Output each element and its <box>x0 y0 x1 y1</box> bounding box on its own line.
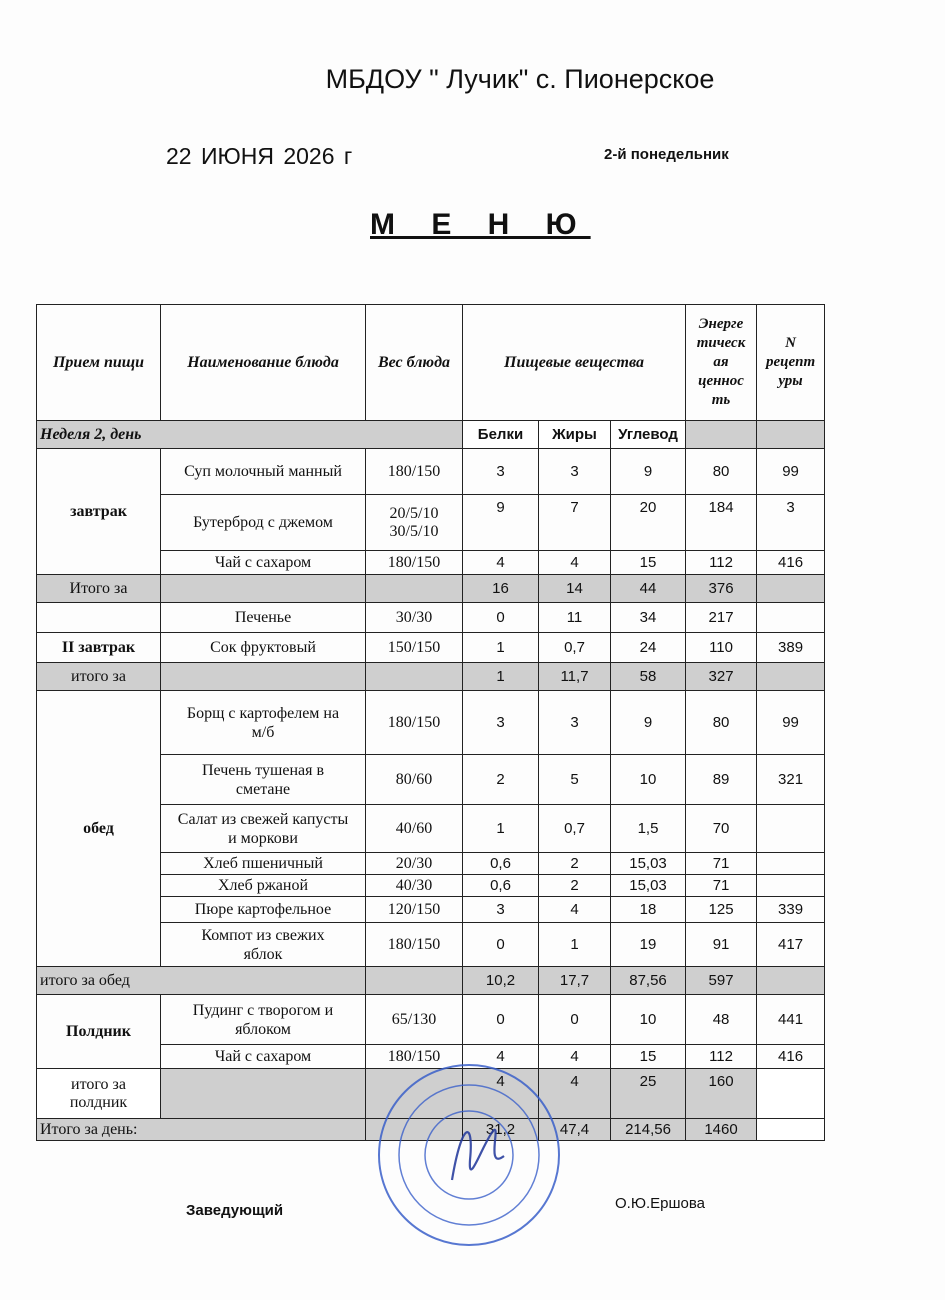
total-label: итого за <box>37 663 161 691</box>
fat-value: 1 <box>539 923 611 967</box>
fat-value: 3 <box>539 691 611 755</box>
recipe-number: 416 <box>757 1045 825 1069</box>
dish-name: Пюре картофельное <box>161 897 366 923</box>
dish-weight: 65/130 <box>366 995 463 1045</box>
protein-value: 3 <box>463 691 539 755</box>
carbs-value: 9 <box>611 449 686 495</box>
carbs-value: 18 <box>611 897 686 923</box>
energy-value: 184 <box>686 495 757 551</box>
signature-position: Заведующий <box>186 1202 284 1219</box>
table-row <box>37 995 825 1045</box>
recipe-number: 441 <box>757 995 825 1045</box>
dish-weight: 180/150 <box>366 551 463 575</box>
subheader-protein: Белки <box>463 421 539 449</box>
fat-value: 11 <box>539 603 611 633</box>
meal-second-breakfast: II завтрак <box>37 633 161 663</box>
table-row <box>37 691 825 755</box>
table-header-row <box>37 305 825 421</box>
energy-day-total: 1460 <box>686 1119 757 1141</box>
fat-value: 4 <box>539 1045 611 1069</box>
breakfast-total-row <box>37 575 825 603</box>
energy-value: 89 <box>686 755 757 805</box>
dish-name: Компот из свежих яблок <box>161 923 366 967</box>
dish-name: Сок фруктовый <box>161 633 366 663</box>
dish-weight: 30/30 <box>366 603 463 633</box>
dish-weight: 150/150 <box>366 633 463 663</box>
energy-value: 80 <box>686 691 757 755</box>
protein-total: 4 <box>463 1069 539 1119</box>
recipe-number: 417 <box>757 923 825 967</box>
carbs-value: 19 <box>611 923 686 967</box>
protein-value: 4 <box>463 551 539 575</box>
dish-name: Чай с сахаром <box>161 551 366 575</box>
subheader-recipe-blank <box>757 421 825 449</box>
energy-value: 125 <box>686 897 757 923</box>
total-label: Итого за <box>37 575 161 603</box>
meal-breakfast: завтрак <box>37 449 161 575</box>
protein-total: 16 <box>463 575 539 603</box>
fat-value: 4 <box>539 551 611 575</box>
fat-total: 11,7 <box>539 663 611 691</box>
recipe-number: 416 <box>757 551 825 575</box>
dish-weight: 180/150 <box>366 923 463 967</box>
protein-value: 0,6 <box>463 875 539 897</box>
recipe-number <box>757 805 825 853</box>
fat-total: 4 <box>539 1069 611 1119</box>
protein-value: 1 <box>463 633 539 663</box>
energy-total: 597 <box>686 967 757 995</box>
dish-weight: 120/150 <box>366 897 463 923</box>
header-dish: Наименование блюда <box>161 305 366 421</box>
protein-day-total: 31,2 <box>463 1119 539 1141</box>
menu-table <box>36 304 825 1141</box>
carbs-value: 15 <box>611 1045 686 1069</box>
carbs-value: 10 <box>611 995 686 1045</box>
carbs-day-total: 214,56 <box>611 1119 686 1141</box>
recipe-number: 99 <box>757 449 825 495</box>
fat-value: 7 <box>539 495 611 551</box>
recipe-number: 389 <box>757 633 825 663</box>
header-recipe: N рецепт уры <box>757 305 825 421</box>
day-total-label: Итого за день: <box>37 1119 366 1141</box>
header-meal: Прием пищи <box>37 305 161 421</box>
page-title: М Е Н Ю <box>370 208 591 241</box>
dish-name: Хлеб пшеничный <box>161 853 366 875</box>
energy-value: 112 <box>686 551 757 575</box>
protein-value: 4 <box>463 1045 539 1069</box>
energy-value: 48 <box>686 995 757 1045</box>
fat-value: 0,7 <box>539 633 611 663</box>
fat-day-total: 47,4 <box>539 1119 611 1141</box>
fat-value: 5 <box>539 755 611 805</box>
protein-value: 3 <box>463 897 539 923</box>
fat-total: 17,7 <box>539 967 611 995</box>
dish-weight: 180/150 <box>366 691 463 755</box>
dish-weight: 20/5/10 30/5/10 <box>366 495 463 551</box>
lunch-total-row <box>37 967 825 995</box>
organization-name: МБДОУ " Лучик" с. Пионерское <box>325 64 715 94</box>
dish-name: Суп молочный манный <box>161 449 366 495</box>
fat-value: 0 <box>539 995 611 1045</box>
dish-name: Борщ с картофелем на м/б <box>161 691 366 755</box>
second-breakfast-total-row <box>37 663 825 691</box>
carbs-value: 9 <box>611 691 686 755</box>
carbs-value: 24 <box>611 633 686 663</box>
carbs-total: 25 <box>611 1069 686 1119</box>
carbs-value: 10 <box>611 755 686 805</box>
subheader-fat: Жиры <box>539 421 611 449</box>
dish-weight: 40/30 <box>366 875 463 897</box>
energy-value: 110 <box>686 633 757 663</box>
dish-weight: 180/150 <box>366 1045 463 1069</box>
dish-weight: 40/60 <box>366 805 463 853</box>
table-row <box>37 603 825 633</box>
recipe-number: 339 <box>757 897 825 923</box>
energy-value: 91 <box>686 923 757 967</box>
carbs-value: 15,03 <box>611 875 686 897</box>
fat-value: 3 <box>539 449 611 495</box>
header-nutrients: Пищевые вещества <box>463 305 686 421</box>
recipe-number <box>757 853 825 875</box>
protein-value: 0 <box>463 995 539 1045</box>
total-label: итого за полдник <box>37 1069 161 1119</box>
week-label: Неделя 2, день <box>37 421 463 449</box>
protein-value: 3 <box>463 449 539 495</box>
header-energy: Энерге тическ ая ценнос ть <box>686 305 757 421</box>
carbs-total: 44 <box>611 575 686 603</box>
subheader-carbs: Углевод <box>611 421 686 449</box>
recipe-number: 321 <box>757 755 825 805</box>
recipe-number <box>757 603 825 633</box>
recipe-number: 99 <box>757 691 825 755</box>
fat-total: 14 <box>539 575 611 603</box>
energy-value: 80 <box>686 449 757 495</box>
protein-total: 1 <box>463 663 539 691</box>
week-day-label: 2-й понедельник <box>604 146 729 163</box>
recipe-number: 3 <box>757 495 825 551</box>
carbs-total: 87,56 <box>611 967 686 995</box>
menu-date: 22 ИЮНЯ 2026 г <box>166 143 353 169</box>
official-stamp <box>374 1060 564 1250</box>
protein-value: 2 <box>463 755 539 805</box>
fat-value: 0,7 <box>539 805 611 853</box>
signature-name: О.Ю.Ершова <box>615 1195 706 1212</box>
energy-total: 376 <box>686 575 757 603</box>
dish-weight: 80/60 <box>366 755 463 805</box>
energy-value: 112 <box>686 1045 757 1069</box>
table-row <box>37 449 825 495</box>
carbs-value: 34 <box>611 603 686 633</box>
meal-snack: Полдник <box>37 995 161 1069</box>
carbs-value: 15 <box>611 551 686 575</box>
dish-name: Чай с сахаром <box>161 1045 366 1069</box>
fat-value: 4 <box>539 897 611 923</box>
energy-total: 160 <box>686 1069 757 1119</box>
energy-value: 71 <box>686 853 757 875</box>
meal-lunch: обед <box>37 691 161 967</box>
energy-total: 327 <box>686 663 757 691</box>
dish-weight: 20/30 <box>366 853 463 875</box>
energy-value: 70 <box>686 805 757 853</box>
protein-value: 0 <box>463 603 539 633</box>
signature-scribble <box>452 1130 504 1180</box>
carbs-value: 20 <box>611 495 686 551</box>
protein-value: 1 <box>463 805 539 853</box>
recipe-number <box>757 875 825 897</box>
protein-value: 9 <box>463 495 539 551</box>
protein-value: 0,6 <box>463 853 539 875</box>
fat-value: 2 <box>539 853 611 875</box>
header-weight: Вес блюда <box>366 305 463 421</box>
dish-name: Пудинг с творогом и яблоком <box>161 995 366 1045</box>
total-label: итого за обед <box>37 967 366 995</box>
energy-value: 217 <box>686 603 757 633</box>
carbs-value: 15,03 <box>611 853 686 875</box>
protein-value: 0 <box>463 923 539 967</box>
table-row <box>37 633 825 663</box>
dish-name: Хлеб ржаной <box>161 875 366 897</box>
carbs-value: 1,5 <box>611 805 686 853</box>
dish-weight: 180/150 <box>366 449 463 495</box>
protein-total: 10,2 <box>463 967 539 995</box>
energy-value: 71 <box>686 875 757 897</box>
carbs-total: 58 <box>611 663 686 691</box>
dish-name: Печень тушеная в сметане <box>161 755 366 805</box>
week-subheader-row <box>37 421 825 449</box>
subheader-energy-blank <box>686 421 757 449</box>
dish-name: Печенье <box>161 603 366 633</box>
dish-name: Бутерброд с джемом <box>161 495 366 551</box>
dish-name: Салат из свежей капусты и моркови <box>161 805 366 853</box>
fat-value: 2 <box>539 875 611 897</box>
